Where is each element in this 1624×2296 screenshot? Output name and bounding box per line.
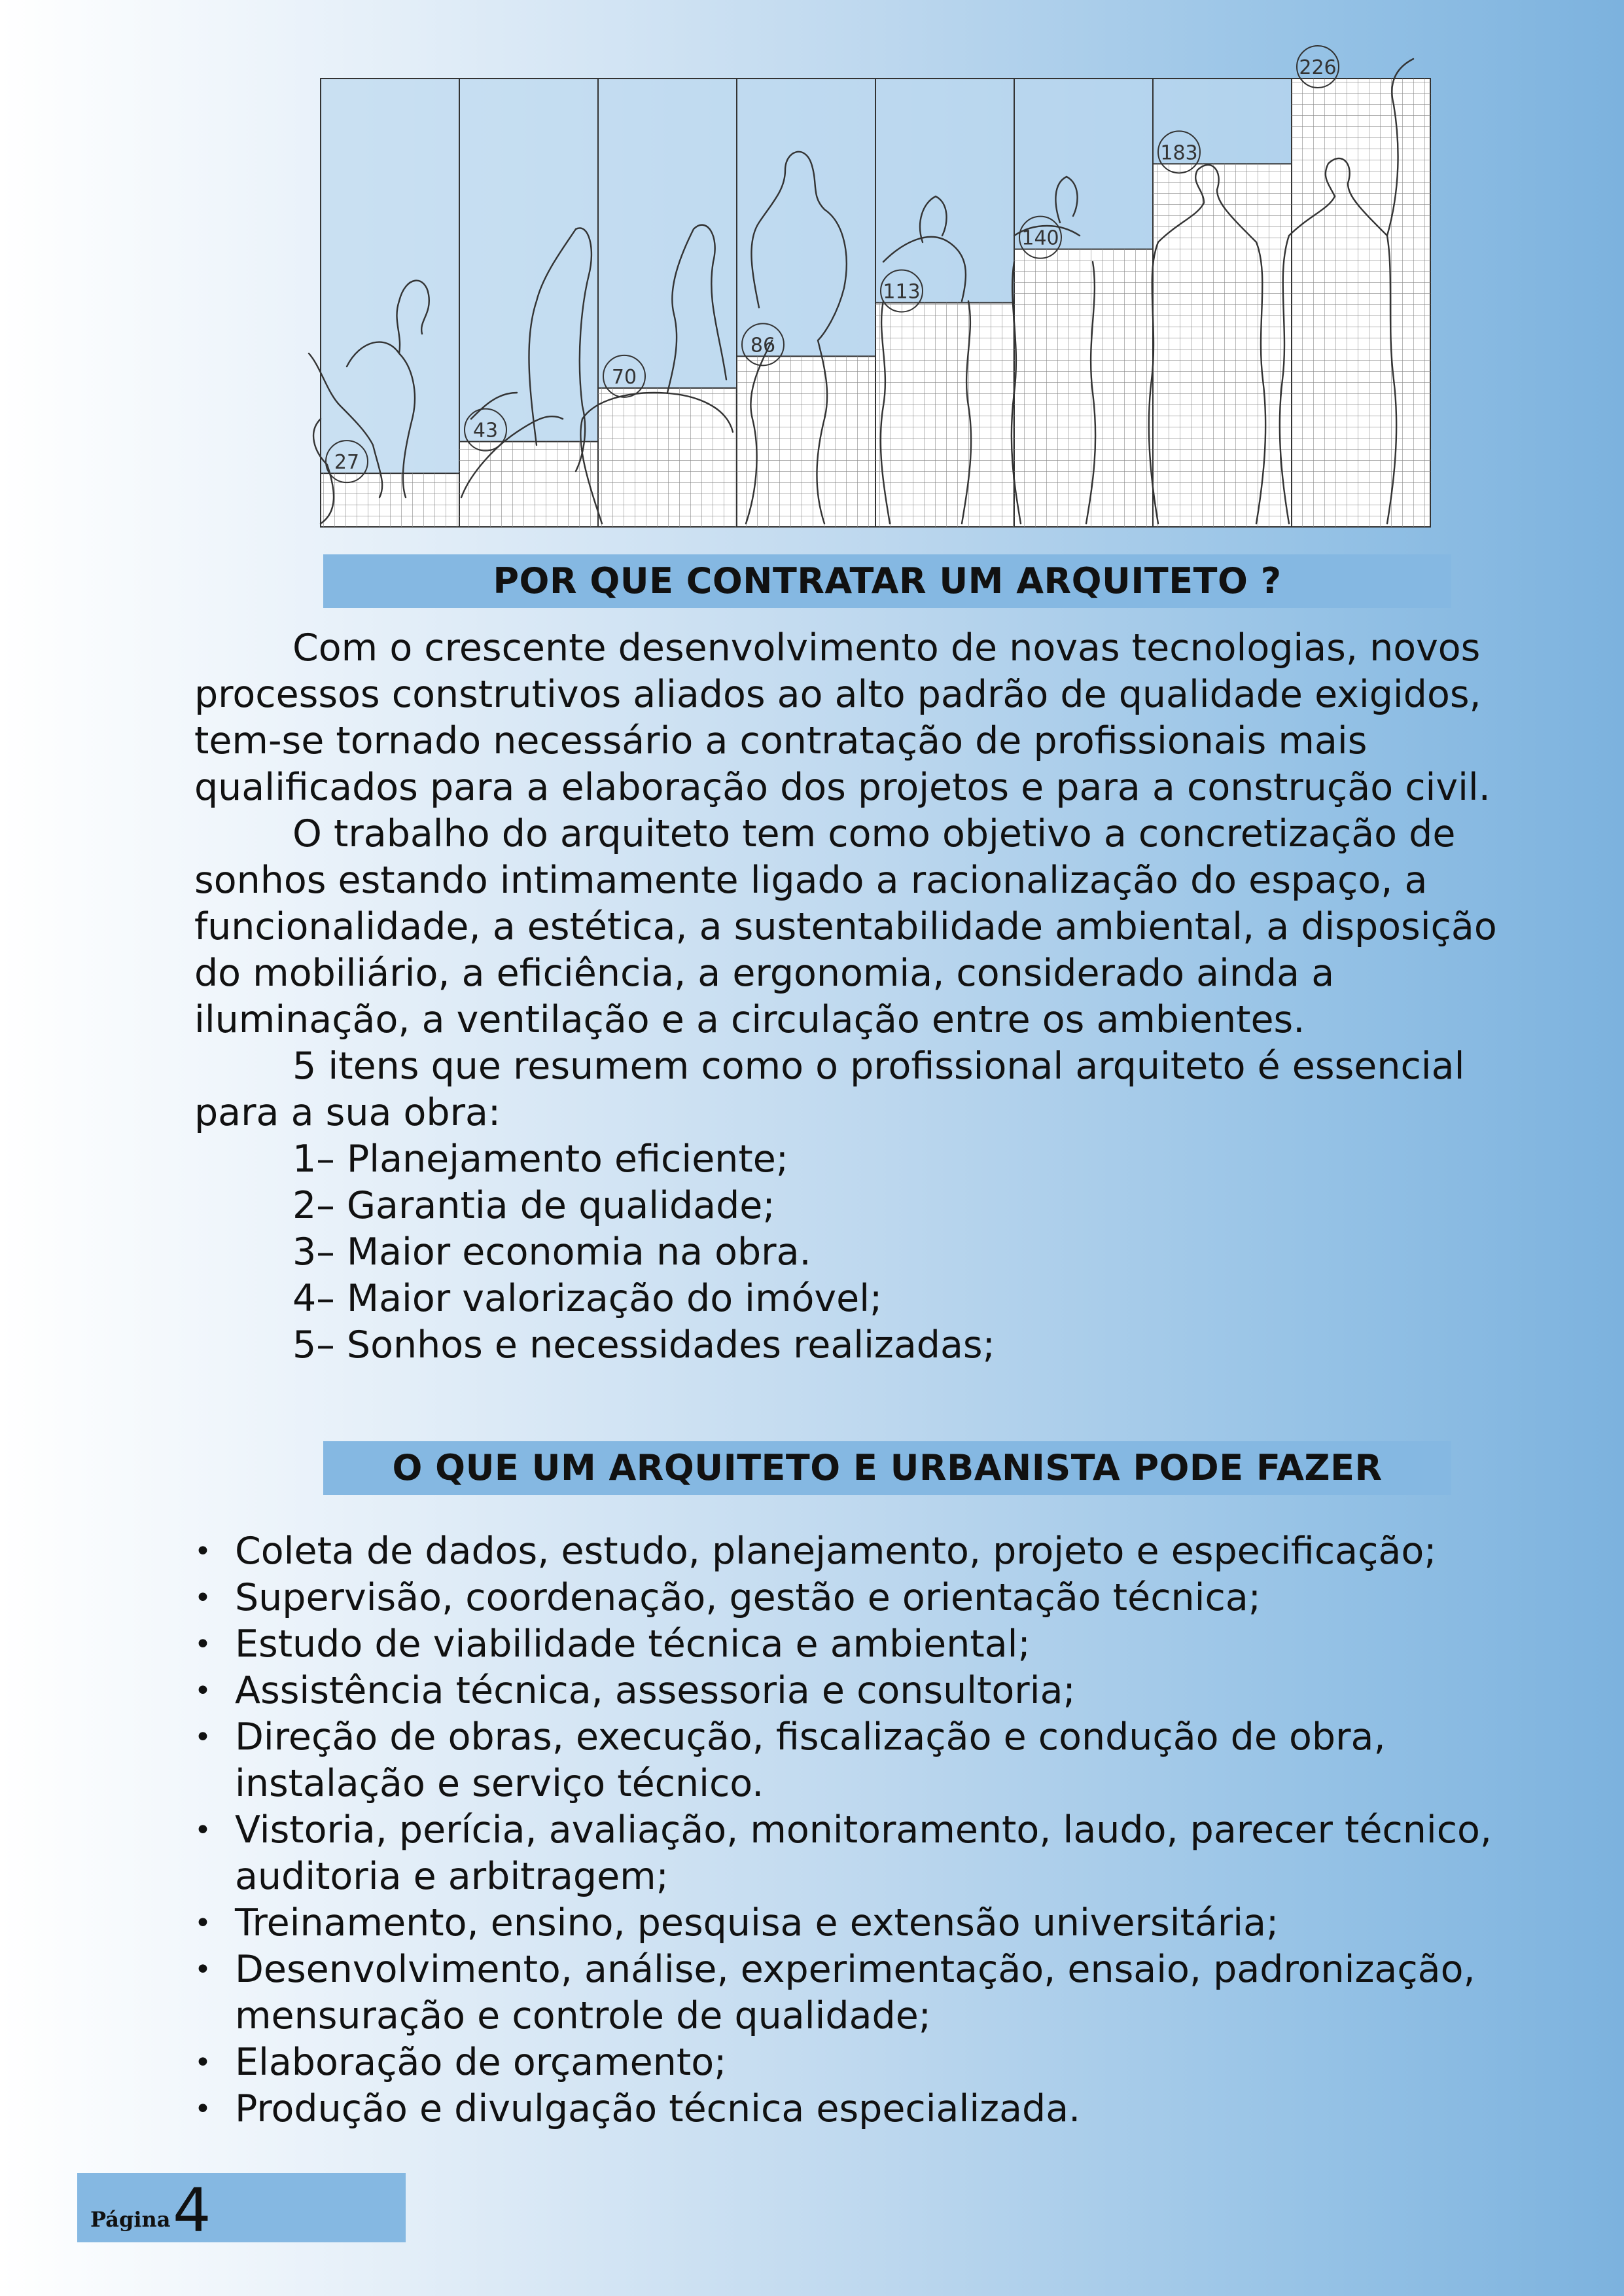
list-item xyxy=(194,1621,1549,1668)
figure-grid-lines xyxy=(737,356,875,527)
bullet-icon: • xyxy=(194,1814,211,1847)
bullet-icon: • xyxy=(194,1953,211,1986)
bullet-icon: • xyxy=(194,1674,211,1708)
list-item-text: Direção de obras, execução, fiscalização e condução de obra, instalação e serviço técnico. xyxy=(235,1715,1386,1805)
list-item xyxy=(194,1807,1549,1900)
list-item-text: Produção e divulgação técnica especializada. xyxy=(235,2087,1081,2130)
bullet-icon: • xyxy=(194,1535,211,1568)
list-item xyxy=(194,1900,1549,1946)
figure-grid-lines xyxy=(1292,79,1430,527)
list-item xyxy=(194,1668,1549,1714)
height-label: 183 xyxy=(1160,141,1198,165)
list-item-text: Coleta de dados, estudo, planejamento, projeto e especificação; xyxy=(235,1530,1437,1573)
bullet-icon: • xyxy=(194,1628,211,1661)
figure-grid-lines xyxy=(875,303,1014,528)
bullet-icon: • xyxy=(194,2046,211,2079)
height-label: 43 xyxy=(472,419,499,442)
bullet-icon: • xyxy=(194,2092,211,2126)
list-item-text: Supervisão, coordenação, gestão e orientação técnica; xyxy=(235,1576,1261,1619)
list-item-text: Vistoria, perícia, avaliação, monitoramento, laudo, parecer técnico, auditoria e arbitragem; xyxy=(235,1808,1492,1898)
bullet-icon: • xyxy=(194,1907,211,1940)
paragraph-2: O trabalho do arquiteto tem como objetivo a concretização de sonhos estando intimamente ligado a racionalização do espaço, a funcionalidade, a estética, a sustentabilidade ambiental, a disposição do mobiliário, a eficiência, a ergonomia, considerado ainda a iluminação, a ventilação e a circulação entre os ambientes. xyxy=(194,812,1497,1041)
list-item xyxy=(194,1528,1549,1575)
height-label: 226 xyxy=(1299,56,1337,79)
figure-grid-lines xyxy=(1153,164,1292,527)
list-item-text: Estudo de viabilidade técnica e ambiental; xyxy=(235,1623,1031,1666)
bullet-icon: • xyxy=(194,1721,211,1754)
height-label: 140 xyxy=(1021,226,1059,250)
list-item xyxy=(194,2039,1549,2086)
bullet-icon: • xyxy=(194,1581,211,1615)
list-item xyxy=(194,1714,1549,1807)
list-item xyxy=(194,2086,1549,2132)
paragraph-1: Com o crescente desenvolvimento de novas tecnologias, novos processos construtivos aliados ao alto padrão de qualidade exigidos, tem-se tornado necessário a contratação de profissionais mais qualificados para a elaboração dos projetos e para a construção civil. xyxy=(194,626,1491,809)
list-item xyxy=(194,1946,1549,2039)
figure-grid-lines xyxy=(1014,249,1153,527)
list-item-text: Assistência técnica, assessoria e consultoria; xyxy=(235,1669,1076,1712)
height-label: 86 xyxy=(750,334,776,357)
capabilities-list xyxy=(194,1528,1549,2132)
modulor-figure xyxy=(301,26,1439,537)
figure-grid-lines xyxy=(459,442,598,527)
numbered-item: 5– Sonhos e necessidades realizadas; xyxy=(292,1323,995,1367)
numbered-item: 3– Maior economia na obra. xyxy=(292,1230,811,1274)
height-label: 113 xyxy=(883,280,921,304)
list-item-text: Desenvolvimento, análise, experimentação, ensaio, padronização, mensuração e controle de qualidade; xyxy=(235,1948,1475,2037)
list-item-text: Treinamento, ensino, pesquisa e extensão universitária; xyxy=(235,1901,1279,1945)
section-title-what-can-do: O QUE UM ARQUITETO E URBANISTA PODE FAZER xyxy=(323,1441,1451,1495)
list-item xyxy=(194,1575,1549,1621)
page-label: Página xyxy=(90,2207,171,2232)
height-label: 70 xyxy=(611,365,637,389)
height-label: 27 xyxy=(334,451,360,475)
page-footer xyxy=(77,2173,406,2246)
page-number: 4 xyxy=(173,2176,211,2246)
numbered-item: 1– Planejamento eficiente; xyxy=(292,1138,789,1181)
numbered-item: 2– Garantia de qualidade; xyxy=(292,1184,775,1227)
list-item-text: Elaboração de orçamento; xyxy=(235,2041,727,2084)
paragraph-3: 5 itens que resumem como o profissional arquiteto é essencial para a sua obra: xyxy=(194,1045,1465,1134)
intro-text xyxy=(194,625,1536,1369)
numbered-item: 4– Maior valorização do imóvel; xyxy=(292,1277,883,1320)
section-title-why-hire: POR QUE CONTRATAR UM ARQUITETO ? xyxy=(323,554,1451,608)
